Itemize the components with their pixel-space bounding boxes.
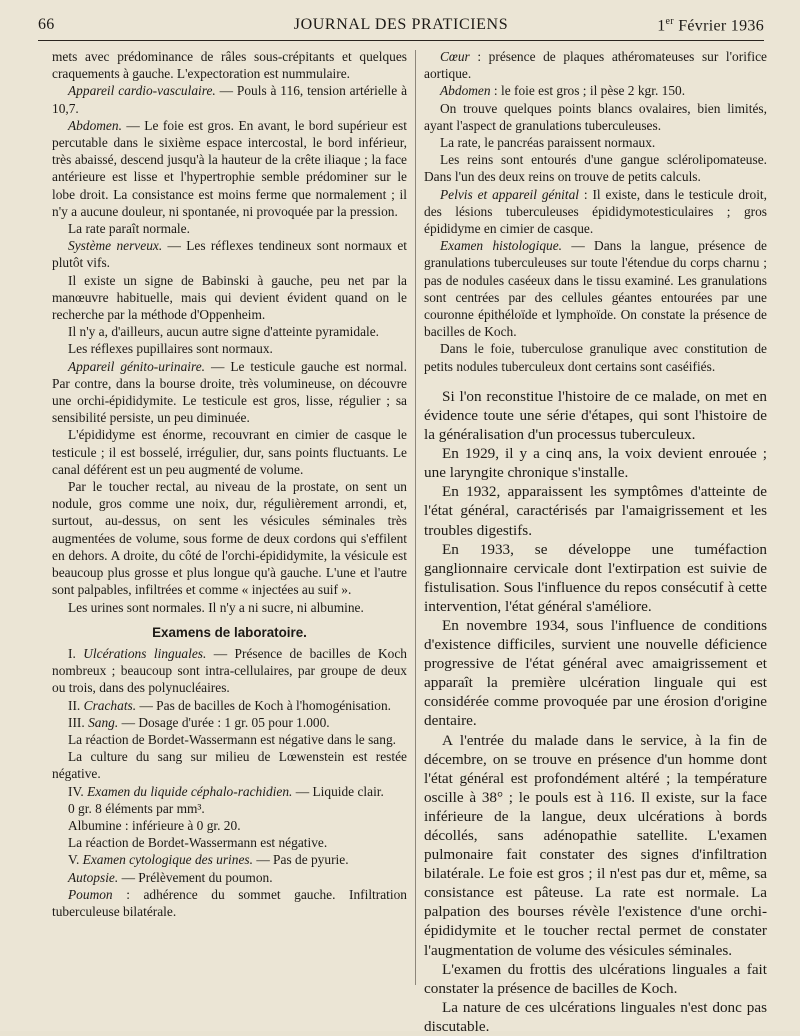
- paragraph-title: Poumon: [68, 886, 113, 902]
- lab-item-text: — Présence de bacilles de Koch nombreux ; beaucoup sont intra-cellulaires, par groupe de deux ou trois, dans des polynucléaires.: [52, 645, 407, 696]
- lab-item: [52, 851, 407, 868]
- left-column: [52, 48, 407, 920]
- lab-item-text: — Liquide clair.: [292, 783, 384, 799]
- paragraph: Il existe un signe de Babinski à gauche, peu net par la manœuvre habituelle, mais qui devient évident quand on le recherche par la méthode d'Oppenheim.: [52, 272, 407, 323]
- lab-item-text: — Dosage d'urée : 1 gr. 05 pour 1.000.: [118, 714, 330, 730]
- issue-date: [657, 16, 764, 35]
- paragraph-title: Pelvis et appareil génital: [440, 186, 580, 202]
- paragraph: On trouve quelques points blancs ovalaires, bien limités, ayant l'aspect de granulations tuberculeuses.: [424, 100, 767, 133]
- paragraph: [52, 117, 407, 220]
- paragraph-text: — Les réflexes tendineux sont normaux et plutôt vifs.: [52, 238, 407, 271]
- paragraph: La réaction de Bordet-Wassermann est négative.: [68, 835, 328, 851]
- paragraph: [52, 82, 407, 116]
- date-suffix: er: [665, 16, 674, 27]
- paragraph: Les reins sont entourés d'une gangue sclérolipomateuse. Dans l'un des deux reins on trouve de petits calculs.: [424, 152, 767, 185]
- lab-item-title: Examen du liquide céphalo-rachidien.: [87, 783, 293, 799]
- paragraph-title: Appareil génito-urinaire.: [68, 358, 205, 374]
- paragraph-title: Abdomen.: [68, 117, 122, 133]
- lab-item-title: Sang.: [88, 714, 119, 730]
- paragraph-text: : Il existe, dans le testicule droit, des lésions tuberculeuses épididymotesticulaires ; gros épididyme en cimier de casque.: [424, 186, 767, 237]
- paragraph: [424, 48, 767, 82]
- discussion-paragraph: En 1933, se développe une tuméfaction ganglionnaire cervicale dont l'extirpation est suivie de fistulisation. Sous l'influence du repos consécutif à cette intervention, l'état général s'améliore.: [424, 540, 767, 615]
- paragraph: 0 gr. 8 éléments par mm³.: [68, 800, 205, 816]
- lab-item-title: Examen cytologique des urines.: [82, 852, 253, 868]
- paragraph-text: — Le testicule gauche est normal. Par contre, dans la bourse droite, très volumineuse, on découvre une orchi-épididymite. Le testicule est gros, lisse, régulier ; sa sensibilité persiste, un peu diminuée.: [52, 358, 407, 426]
- discussion-paragraph: En 1929, il y a cinq ans, la voix devient enrouée ; une laryngite chronique s'installe.: [424, 445, 767, 482]
- paragraph: mets avec prédominance de râles sous-crépitants et quelques craquements à gauche. L'expectoration est nummulaire.: [52, 49, 407, 82]
- page-header: [38, 16, 764, 38]
- paragraph: Les urines sont normales. Il n'y a ni sucre, ni albumine.: [68, 599, 364, 615]
- lab-item-number: III.: [68, 714, 85, 730]
- paragraph: Les réflexes pupillaires sont normaux.: [68, 341, 273, 357]
- paragraph: [424, 186, 767, 238]
- paragraph: Dans le foie, tuberculose granulique avec constitution de petits nodules tuberculeux dont certains sont caséifiés.: [424, 341, 767, 374]
- paragraph-text: — Dans la langue, présence de granulations tuberculeuses sur toute l'étendue du corps charnu ; pas de nodules caséeux dans le tissu examiné. Les granulations sont centrées par des cellules géantes entourées par une couronne épithéloïde et lymphoïde. On constate la présence de bacilles de Koch.: [424, 238, 767, 340]
- lab-item: [52, 697, 407, 714]
- paragraph: Albumine : inférieure à 0 gr. 20.: [68, 817, 241, 833]
- discussion-paragraph: La nature de ces ulcérations linguales n'est donc pas discutable.: [424, 998, 767, 1035]
- paragraph-title: Appareil cardio-vasculaire.: [68, 83, 216, 99]
- paragraph: L'épididyme est énorme, recouvrant en cimier de casque le testicule ; il est bosselé, irrégulier, dur, sans points fluctuants. Le canal déférent est un peu augmenté de volume.: [52, 427, 407, 477]
- paragraph: [52, 869, 407, 886]
- paragraph: La culture du sang sur milieu de Lœwenstein est restée négative.: [52, 749, 407, 782]
- paragraph: [424, 82, 767, 99]
- paragraph: La rate, le pancréas paraissent normaux.: [440, 135, 656, 151]
- paragraph: [52, 358, 407, 427]
- paragraph-text: — Le foie est gros. En avant, le bord supérieur est percutable dans le sixième espace intercostal, le bord inférieur, très abaissé, descend jusqu'à la hauteur de la crête iliaque ; la face antérieure est lisse et l'hypertrophie semble prédominer sur le lobe droit. La consistance est moins ferme que normalement ; il n'y a aucune douleur, ni spontanée, ni provoquée par la pression.: [52, 117, 407, 219]
- paragraph: [52, 886, 407, 920]
- discussion-paragraph: Si l'on reconstitue l'histoire de ce malade, on met en évidence toute une série d'étapes, qui sont l'histoire de la généralisation d'un processus tuberculeux.: [424, 387, 767, 444]
- lab-item-number: II.: [68, 697, 81, 713]
- paragraph: [52, 237, 407, 271]
- paragraph: Par le toucher rectal, au niveau de la prostate, on sent un nodule, gros comme une noix, dur, régulièrement arrondi, et, surtout, au-dessus, on sent les vésicules séminales très augmentées de volume, sous forme de deux cordons qui s'effilent en dehors. A droite, du côté de l'orchi-épididymite, la vésicule est beaucoup plus grosse et plus longue qu'à gauche. L'une et l'autre sont palpables, infiltrées et comme « injectées au suif ».: [52, 479, 407, 598]
- page-number: 66: [38, 16, 55, 33]
- discussion-paragraph: En novembre 1934, sous l'influence de conditions d'existence difficiles, survient une nouvelle déficience progressive de l'état général avec amaigrissement et apparaît la première ulcération linguale qui est considérée comme provoquée par une érosion d'origine dentaire.: [424, 616, 767, 730]
- section-heading: Examens de laboratoire.: [152, 624, 307, 640]
- paragraph-title: Système nerveux.: [68, 238, 163, 254]
- lab-item: [52, 714, 407, 731]
- lab-item-text: — Pas de bacilles de Koch à l'homogénisation.: [136, 697, 392, 713]
- paragraph-text: : adhérence du sommet gauche. Infiltration tuberculeuse bilatérale.: [52, 886, 407, 919]
- discussion-paragraph: A l'entrée du malade dans le service, à la fin de décembre, on se trouve en présence d'un homme dont l'état général est profondément altéré ; la température oscille à 38° ; le pouls est à 116. Il existe, sur la face inférieure de la langue, deux ulcérations à bords décollés, sans adénopathie satellite. L'examen pulmonaire fait constater des signes d'infiltration bilatérale. Le foie est gros ; il n'est pas dur et, même, sa consistance est pâteuse. La rate est normale. La palpation des bourses révèle l'existence d'une orchi-épididymite et le toucher rectal permet de constater l'augmentation de volume des vésicules séminales.: [424, 731, 767, 959]
- discussion-paragraph: En 1932, apparaissent les symptômes d'atteinte de l'état général, caractérisés par l'amaigrissement et les troubles digestifs.: [424, 483, 767, 539]
- date-ordinal: 1: [657, 17, 666, 35]
- lab-item-title: Ulcérations linguales.: [83, 645, 207, 661]
- paragraph: [424, 237, 767, 340]
- paragraph-title: Abdomen: [440, 83, 491, 99]
- right-column: [424, 48, 767, 1036]
- column-divider: [415, 50, 416, 985]
- paragraph-title: Cœur: [440, 49, 470, 64]
- lab-item: [52, 783, 407, 800]
- lab-item-title: Crachats.: [83, 697, 137, 713]
- paragraph-title: Autopsie.: [68, 869, 119, 885]
- journal-title: JOURNAL DES PRATICIENS: [293, 16, 509, 33]
- lab-item-number: IV.: [68, 783, 84, 799]
- header-rule: [38, 40, 764, 41]
- paragraph: La rate paraît normale.: [68, 221, 190, 237]
- paragraph-text: — Prélèvement du poumon.: [118, 869, 273, 885]
- paragraph-text: — Pouls à 116, tension artérielle à 10,7.: [52, 83, 408, 116]
- discussion-paragraph: L'examen du frottis des ulcérations linguales a fait constater la présence de bacilles de Koch.: [424, 960, 767, 997]
- paragraph-text: : présence de plaques athéromateuses sur l'orifice aortique.: [424, 49, 767, 82]
- paragraph-title: Examen histologique.: [440, 238, 562, 254]
- date-rest: Février 1936: [678, 17, 764, 35]
- discussion-section: [424, 387, 767, 1036]
- paragraph-text: : le foie est gros ; il pèse 2 kgr. 150.: [490, 83, 686, 99]
- paragraph: Il n'y a, d'ailleurs, aucun autre signe d'atteinte pyramidale.: [68, 324, 380, 340]
- paragraph: La réaction de Bordet-Wassermann est négative dans le sang.: [68, 731, 396, 747]
- lab-item: [52, 645, 407, 697]
- lab-item-number: I.: [68, 645, 76, 661]
- lab-item-number: V.: [68, 852, 80, 868]
- lab-item-text: — Pas de pyurie.: [252, 852, 349, 868]
